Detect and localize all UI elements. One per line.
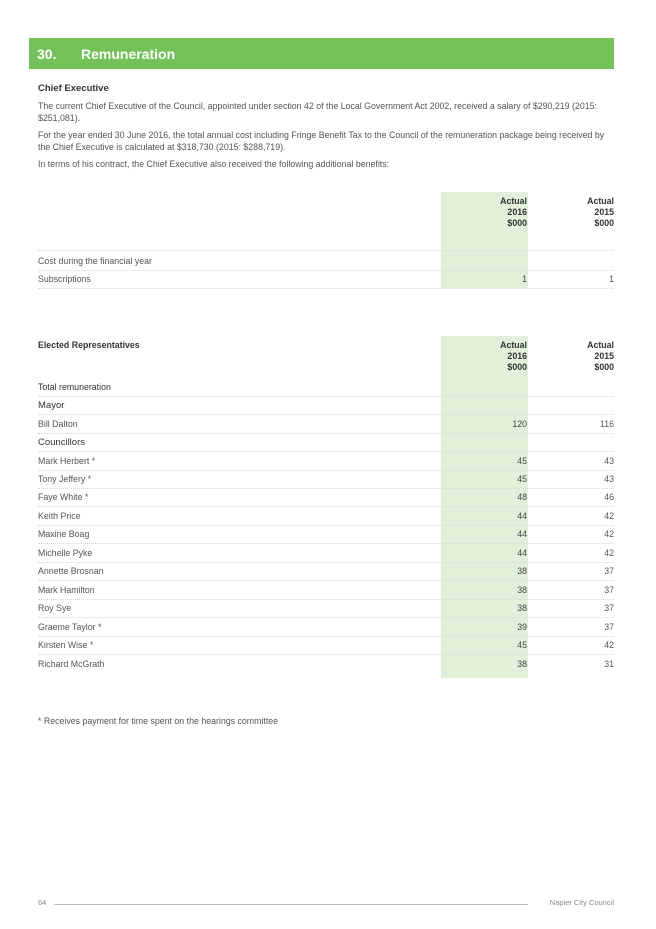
table-row: Mark Hamilton 38 37 bbox=[38, 581, 614, 600]
table-row: Mark Herbert * 45 43 bbox=[38, 452, 614, 471]
table-row: Faye White * 48 46 bbox=[38, 488, 614, 507]
table-row: Richard McGrath 38 31 bbox=[38, 659, 614, 669]
chief-executive-heading: Chief Executive bbox=[38, 83, 109, 94]
ce-paragraph-2: For the year ended 30 June 2016, the total annual cost including Fringe Benefit Tax to the Council of the remuneration package being received by the Chief Executive is calculated at $318,730 (2015: $288,719). bbox=[38, 130, 605, 152]
table-row: Kirsten Wise * 45 42 bbox=[38, 636, 614, 655]
section-title: Remuneration bbox=[81, 45, 176, 62]
table-row: Bill Dalton 120 116 bbox=[38, 415, 614, 434]
page-footer bbox=[38, 898, 614, 910]
table-row: Graeme Taylor * 39 37 bbox=[38, 618, 614, 637]
table-row: Subscriptions 1 1 bbox=[38, 270, 614, 289]
footnote: * Receives payment for time spent on the hearings committee bbox=[38, 716, 279, 726]
table-row: Annette Brosnan 38 37 bbox=[38, 562, 614, 581]
ce-col-2015-header: Actual 2015 $000 bbox=[587, 196, 614, 228]
total-remuneration-row: Total remuneration bbox=[38, 378, 614, 397]
ce-benefits-table bbox=[38, 192, 614, 288]
ce-paragraph-1: The current Chief Executive of the Council, appointed under section 42 of the Local Government Act 2002, received a salary of $290,219 (2015: $251,081). bbox=[38, 101, 597, 123]
table-row: Cost during the financial year bbox=[38, 252, 614, 271]
table-row: Keith Price 44 42 bbox=[38, 507, 614, 526]
elected-heading: Elected Representatives bbox=[38, 340, 140, 350]
section-banner bbox=[29, 38, 614, 69]
page-number: 64 bbox=[38, 898, 47, 907]
table-row: Michelle Pyke 44 42 bbox=[38, 544, 614, 563]
elected-col-2016-header: Actual 2016 $000 bbox=[500, 340, 527, 372]
elected-representatives-table bbox=[38, 336, 614, 678]
table-row: Roy Sye 38 37 bbox=[38, 599, 614, 618]
section-number: 30. bbox=[37, 45, 57, 62]
table-row: Maxine Boag 44 42 bbox=[38, 525, 614, 544]
mayor-subheading-row: Mayor bbox=[38, 396, 614, 415]
ce-paragraph-3: In terms of his contract, the Chief Executive also received the following additional benefits: bbox=[38, 159, 390, 169]
table-row bbox=[38, 232, 614, 251]
councillors-subheading-row: Councillors bbox=[38, 433, 614, 452]
ce-col-2016-header: Actual 2016 $000 bbox=[500, 196, 527, 228]
table-row: Tony Jeffery * 45 43 bbox=[38, 470, 614, 489]
footer-rule bbox=[54, 904, 528, 905]
elected-col-2015-header: Actual 2015 $000 bbox=[587, 340, 614, 372]
footer-organisation: Napier City Council bbox=[549, 898, 614, 907]
